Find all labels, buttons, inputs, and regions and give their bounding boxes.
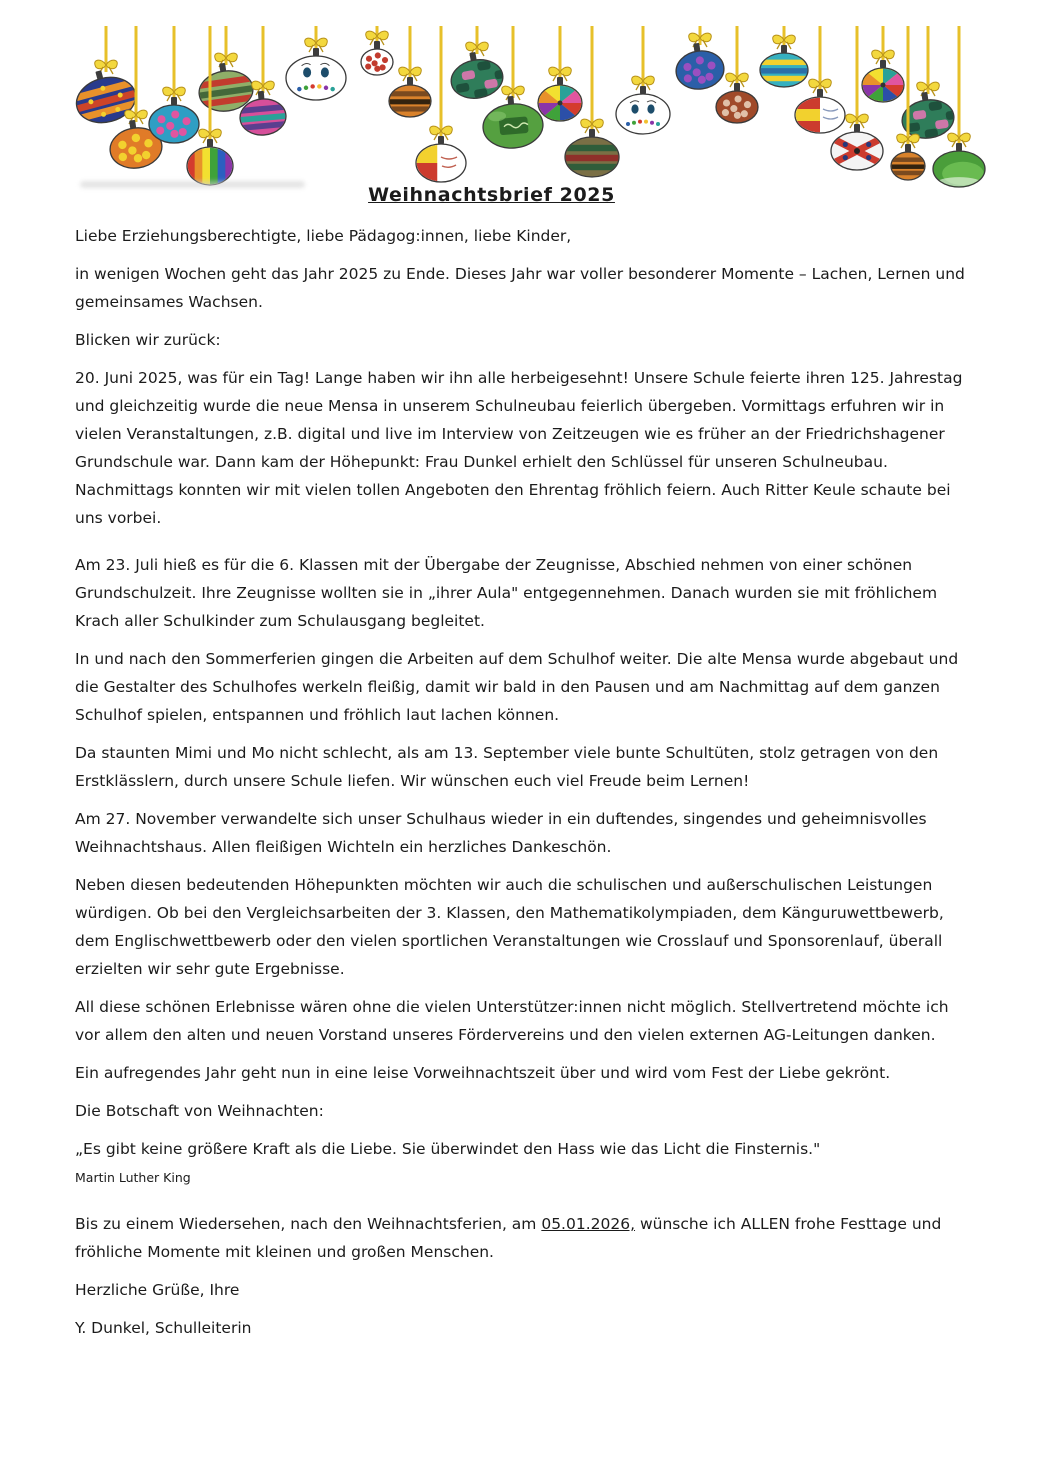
christmas-bauble (286, 26, 346, 100)
text-segment: in wenigen Wochen geht das Jahr 2025 zu Ende. Dieses Jahr war voller besonderer Momente – Lachen, Lernen und gemeinsames Wachsen. (75, 265, 965, 311)
letter-body (75, 222, 965, 1342)
paragraph-9 (75, 871, 965, 983)
christmas-bauble (862, 26, 904, 102)
text-segment: Liebe Erziehungsberechtigte, liebe Pädagog:innen, liebe Kinder, (75, 227, 572, 245)
paragraph-16 (75, 1314, 965, 1342)
paragraph-12 (75, 1097, 965, 1125)
text-segment: Y. Dunkel, Schulleiterin (75, 1319, 252, 1337)
paragraph-7 (75, 739, 965, 795)
text-segment: In und nach den Sommerferien gingen die Arbeiten auf dem Schulhof weiter. Die alte Mensa wurde abgebaut und die Gestalter des Schulhofes werkeln fleißig, damit wir bald in den Pausen und am Nachmittag auf dem ganzen Schulhof spielen, entspannen und fröhlich laut lachen können. (75, 650, 959, 724)
paragraph-10 (75, 993, 965, 1049)
christmas-bauble (616, 26, 670, 134)
ornament-banner (0, 0, 1038, 180)
text-segment: Bis zu einem Wiedersehen, nach den Weihnachtsferien, am (75, 1215, 542, 1233)
scan-smudge (80, 181, 305, 188)
paragraph-3 (75, 326, 965, 354)
paragraph-6 (75, 645, 965, 729)
christmas-bauble (447, 26, 511, 102)
letter-title: Weihnachtsbrief 2025 (368, 184, 615, 206)
text-segment: 20. Juni 2025, was für ein Tag! Lange haben wir ihn alle herbeigesehnt! Unsere Schule feierte ihren 125. Jahrestag und gleichzeitig wurde die neue Mensa in unserem Schulneubau feierlich übergeben. Vormittags erfuhren wir in vielen Veranstaltungen, z.B. digital und live im Interview von Zeitzeugen wie es früher an der Friedrichshagener Grundschule war. Dann kam der Höhepunkt: Frau Dunkel erhielt den Schlüssel für unseren Schulneubau. Nachmittags konnten wir mit vielen tollen Angeboten den Ehrentag fröhlich feiern. Auch Ritter Keule schaute bei uns vorbei. (75, 369, 963, 527)
text-segment: All diese schönen Erlebnisse wären ohne die vielen Unterstützer:innen nicht möglich. Stellvertretend möchte ich vor allem den alten und neuen Vorstand unseres Fördervereins und den vielen externen AG-Leitungen danken. (75, 998, 949, 1044)
paragraph-2 (75, 260, 965, 316)
text-segment: Da staunten Mimi und Mo nicht schlecht, als am 13. September viele bunte Schultüten, stolz getragen von den Erstklässlern, durch unsere Schule liefen. Wir wünschen euch viel Freude beim Lernen! (75, 744, 939, 790)
text-segment: Am 23. Juli hieß es für die 6. Klassen mit der Übergabe der Zeugnisse, Abschied nehmen von einer schönen Grundschulzeit. Ihre Zeugnisse wollten sie in „ihrer Aula" entgegennehmen. Danach wurden sie mit fröhlichem Krach aller Schulkinder zum Schulausgang begleitet. (75, 556, 938, 630)
christmas-bauble (538, 26, 582, 121)
text-segment: Die Botschaft von Weihnachten: (75, 1102, 324, 1120)
text-segment: Neben diesen bedeutenden Höhepunkten möchten wir auch die schulischen und außerschulischen Leistungen würdigen. Ob bei den Vergleichsarbeiten der 3. Klassen, den Mathematikolympiaden, dem Känguruwettbewerb, dem Englischwettbewerb oder den vielen sportlichen Veranstaltungen wie Crosslauf und Sponsorenlauf, überall erzielten wir sehr gute Ergebnisse. (75, 876, 944, 978)
text-segment: wünsche ich ALLEN frohe Festtage und fröhliche Momente mit kleinen und großen Menschen. (75, 1215, 942, 1261)
text-segment: „Es gibt keine größere Kraft als die Liebe. Sie überwindet den Hass wie das Licht die Finsternis." (75, 1140, 821, 1158)
text-segment: 05.01.2026, (541, 1215, 636, 1233)
text-segment: Am 27. November verwandelte sich unser Schulhaus wieder in ein duftendes, singendes und geheimnisvolles Weihnachtshaus. Allen fleißigen Wichteln ein herzliches Dankeschön. (75, 810, 927, 856)
christmas-bauble (195, 26, 255, 115)
paragraph-4 (75, 364, 965, 532)
text-segment: Martin Luther King (75, 1170, 191, 1185)
text-segment: Ein aufregendes Jahr geht nun in eine leise Vorweihnachtszeit über und wird vom Fest der Liebe gekrönt. (75, 1064, 891, 1082)
paragraph-15 (75, 1276, 965, 1304)
christmas-bauble (672, 26, 726, 92)
paragraph-5 (75, 542, 965, 635)
paragraph-13 (75, 1135, 965, 1191)
paragraph-11 (75, 1059, 965, 1087)
christmas-bauble (760, 26, 808, 87)
christmas-bauble (389, 26, 431, 117)
text-segment: Herzliche Grüße, Ihre (75, 1281, 240, 1299)
paragraph-1 (75, 222, 965, 250)
paragraph-14 (75, 1201, 965, 1266)
paragraph-8 (75, 805, 965, 861)
christmas-ornaments-illustration (0, 0, 1038, 196)
christmas-bauble (361, 26, 393, 75)
text-segment: Blicken wir zurück: (75, 331, 221, 349)
christmas-bauble (149, 26, 199, 143)
